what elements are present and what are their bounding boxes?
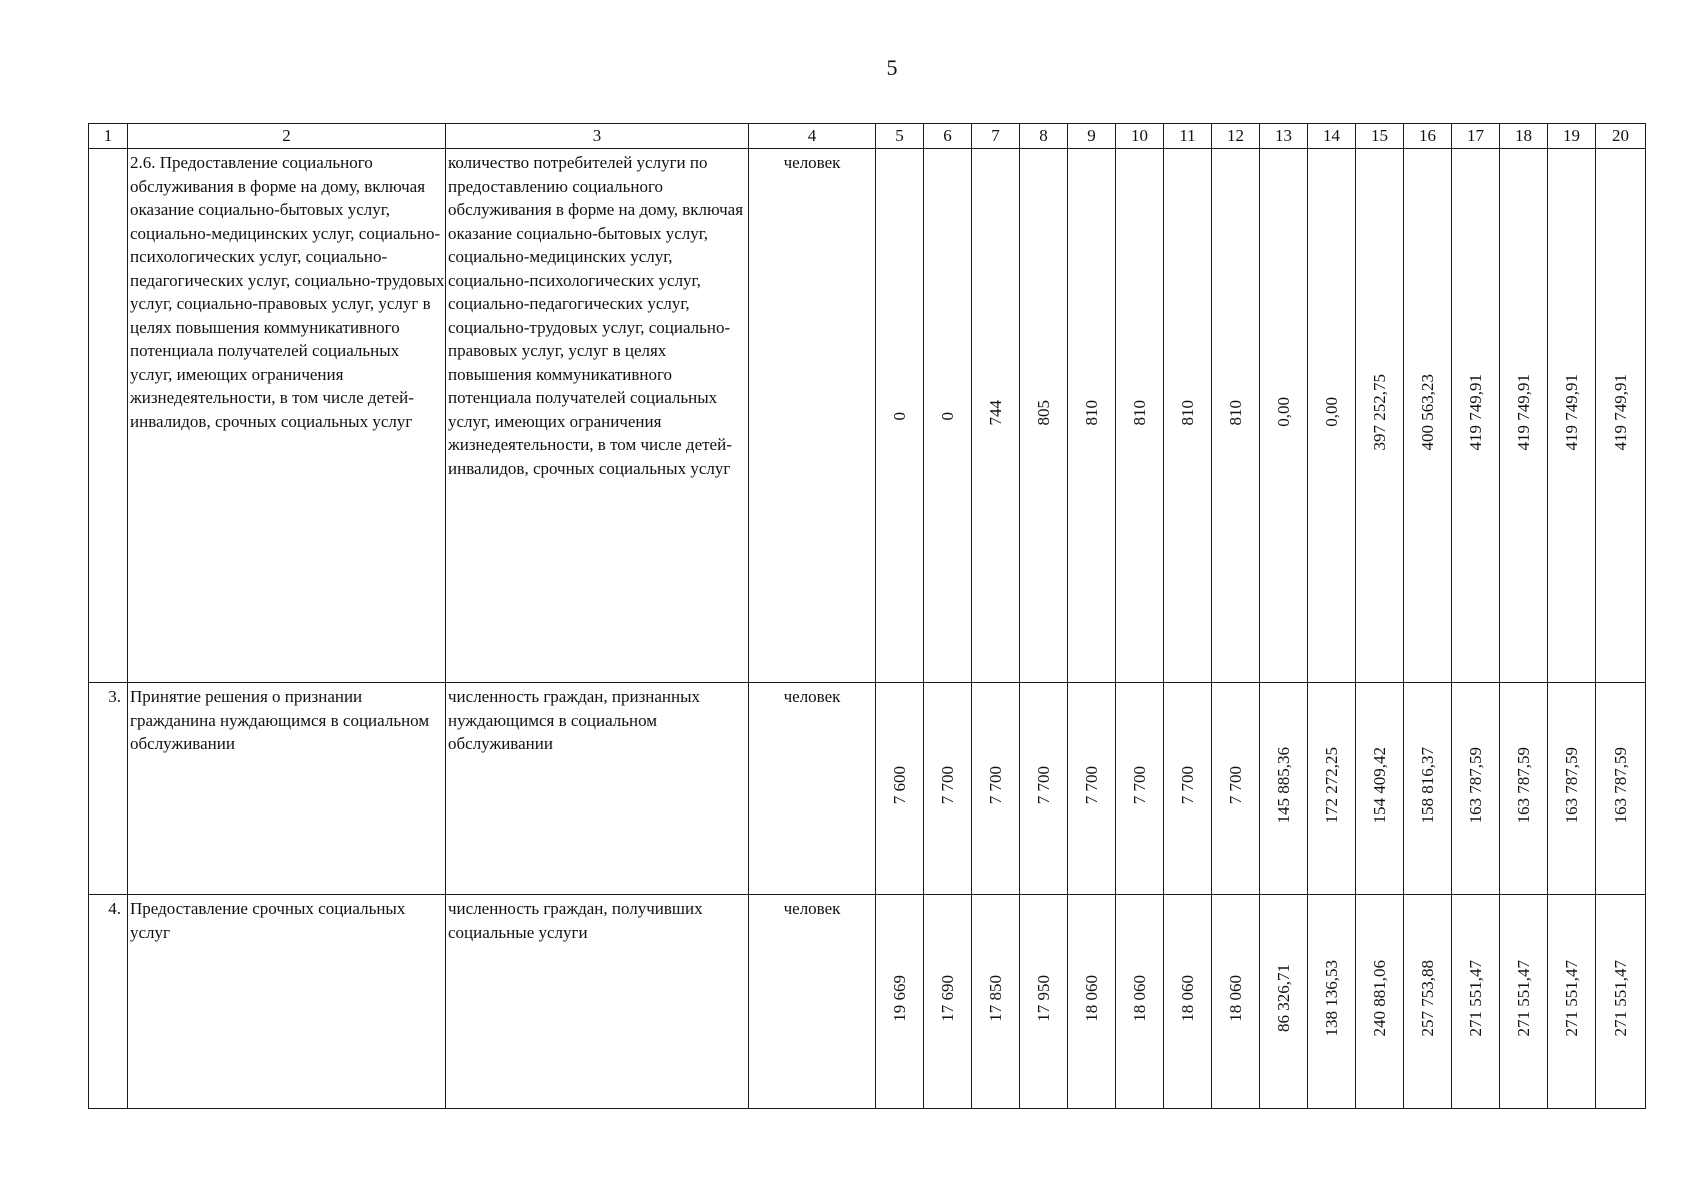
value-cell bbox=[972, 895, 1020, 1109]
value-cell bbox=[1308, 895, 1356, 1109]
header-cell: 3 bbox=[446, 124, 749, 149]
header-cell: 19 bbox=[1548, 124, 1596, 149]
value-text: 810 bbox=[1225, 399, 1245, 425]
header-cell: 12 bbox=[1212, 124, 1260, 149]
value-text: 86 326,71 bbox=[1273, 964, 1293, 1033]
value-cell bbox=[1212, 683, 1260, 895]
value-cell bbox=[876, 683, 924, 895]
value-text: 18 060 bbox=[1177, 974, 1197, 1022]
value-text: 810 bbox=[1081, 399, 1101, 425]
value-text: 271 551,47 bbox=[1561, 960, 1581, 1037]
value-text: 7 700 bbox=[937, 766, 957, 805]
value-cell bbox=[1548, 683, 1596, 895]
value-cell bbox=[1116, 683, 1164, 895]
value-cell bbox=[1356, 683, 1404, 895]
value-cell bbox=[876, 149, 924, 683]
value-text: 7 700 bbox=[985, 766, 1005, 805]
value-text: 158 816,37 bbox=[1417, 747, 1437, 824]
value-text: 271 551,47 bbox=[1610, 960, 1630, 1037]
value-cell bbox=[1260, 895, 1308, 1109]
value-cell bbox=[1452, 149, 1500, 683]
value-text: 7 700 bbox=[1225, 766, 1245, 805]
value-text: 18 060 bbox=[1081, 974, 1101, 1022]
value-cell bbox=[1212, 895, 1260, 1109]
value-cell bbox=[1068, 895, 1116, 1109]
header-cell: 17 bbox=[1452, 124, 1500, 149]
value-text: 172 272,25 bbox=[1321, 747, 1341, 824]
indicator-name: количество потребителей услуги по предоставлению социального обслуживания в форме на дому, включая оказание социально-бытовых услуг, социально-медицинских услуг, социально-психологических услуг, социально-педагогических услуг, социально-трудовых услуг, социально-правовых услуг, услуг в целях повышения коммуникативного потенциала получателей социальных услуг, имеющих ограничения жизнедеятельности, в том числе детей-инвалидов, срочных социальных услуг bbox=[446, 149, 749, 683]
header-cell: 7 bbox=[972, 124, 1020, 149]
header-cell: 13 bbox=[1260, 124, 1308, 149]
header-cell: 9 bbox=[1068, 124, 1116, 149]
value-text: 397 252,75 bbox=[1369, 374, 1389, 451]
value-cell bbox=[1164, 149, 1212, 683]
header-cell: 1 bbox=[89, 124, 128, 149]
value-cell bbox=[1356, 895, 1404, 1109]
value-cell bbox=[1452, 895, 1500, 1109]
value-cell bbox=[1116, 895, 1164, 1109]
header-cell: 18 bbox=[1500, 124, 1548, 149]
value-cell bbox=[1596, 895, 1646, 1109]
value-text: 7 700 bbox=[1177, 766, 1197, 805]
service-name: Предоставление срочных социальных услуг bbox=[128, 895, 446, 1109]
header-cell: 16 bbox=[1404, 124, 1452, 149]
value-cell bbox=[924, 149, 972, 683]
indicator-name: численность граждан, получивших социальные услуги bbox=[446, 895, 749, 1109]
header-cell: 5 bbox=[876, 124, 924, 149]
value-cell bbox=[1308, 149, 1356, 683]
value-cell bbox=[1548, 149, 1596, 683]
table-row bbox=[89, 149, 1646, 683]
value-text: 19 669 bbox=[889, 974, 909, 1022]
value-text: 419 749,91 bbox=[1513, 374, 1533, 451]
value-text: 145 885,36 bbox=[1273, 747, 1293, 824]
header-cell: 6 bbox=[924, 124, 972, 149]
header-cell: 14 bbox=[1308, 124, 1356, 149]
service-name: 2.6. Предоставление социального обслуживания в форме на дому, включая оказание социально-бытовых услуг, социально-медицинских услуг, социально-психологических услуг, социально-педагогических услуг, социально-трудовых услуг, социально-правовых услуг, услуг в целях повышения коммуникативного потенциала получателей социальных услуг, имеющих ограничения жизнедеятельности, в том числе детей-инвалидов, срочных социальных услуг bbox=[128, 149, 446, 683]
value-cell bbox=[1596, 683, 1646, 895]
value-text: 257 753,88 bbox=[1417, 960, 1437, 1037]
value-text: 419 749,91 bbox=[1610, 374, 1630, 451]
row-number bbox=[89, 149, 128, 683]
value-cell bbox=[876, 895, 924, 1109]
header-cell: 15 bbox=[1356, 124, 1404, 149]
value-cell bbox=[1164, 683, 1212, 895]
value-cell bbox=[1452, 683, 1500, 895]
value-cell bbox=[1164, 895, 1212, 1109]
value-text: 805 bbox=[1033, 399, 1053, 425]
value-cell bbox=[1500, 895, 1548, 1109]
value-cell bbox=[1500, 149, 1548, 683]
header-cell: 11 bbox=[1164, 124, 1212, 149]
value-cell bbox=[1260, 683, 1308, 895]
value-cell bbox=[924, 895, 972, 1109]
value-text: 154 409,42 bbox=[1369, 747, 1389, 824]
unit-of-measure: человек bbox=[749, 149, 876, 683]
header-cell: 2 bbox=[128, 124, 446, 149]
value-cell bbox=[1500, 683, 1548, 895]
value-cell bbox=[1116, 149, 1164, 683]
value-text: 810 bbox=[1177, 399, 1197, 425]
value-text: 7 700 bbox=[1081, 766, 1101, 805]
value-cell bbox=[1068, 149, 1116, 683]
value-cell bbox=[1260, 149, 1308, 683]
value-text: 17 690 bbox=[937, 974, 957, 1022]
value-text: 744 bbox=[985, 399, 1005, 425]
value-text: 419 749,91 bbox=[1561, 374, 1581, 451]
value-text: 163 787,59 bbox=[1513, 747, 1533, 824]
header-cell: 10 bbox=[1116, 124, 1164, 149]
table-row bbox=[89, 895, 1646, 1109]
unit-of-measure: человек bbox=[749, 683, 876, 895]
value-text: 240 881,06 bbox=[1369, 960, 1389, 1037]
value-cell bbox=[1212, 149, 1260, 683]
value-text: 0 bbox=[937, 412, 957, 421]
value-cell bbox=[1404, 895, 1452, 1109]
header-row bbox=[89, 124, 1646, 149]
value-text: 17 850 bbox=[985, 974, 1005, 1022]
table-row bbox=[89, 683, 1646, 895]
row-number: 3. bbox=[89, 683, 128, 895]
value-cell bbox=[1020, 683, 1068, 895]
value-text: 271 551,47 bbox=[1465, 960, 1485, 1037]
header-cell: 8 bbox=[1020, 124, 1068, 149]
value-cell bbox=[1548, 895, 1596, 1109]
value-text: 7 700 bbox=[1129, 766, 1149, 805]
value-text: 400 563,23 bbox=[1417, 374, 1437, 451]
value-text: 163 787,59 bbox=[1465, 747, 1485, 824]
value-cell bbox=[972, 149, 1020, 683]
unit-of-measure: человек bbox=[749, 895, 876, 1109]
value-text: 163 787,59 bbox=[1610, 747, 1630, 824]
value-text: 0 bbox=[889, 412, 909, 421]
value-text: 18 060 bbox=[1129, 974, 1149, 1022]
value-cell bbox=[1020, 149, 1068, 683]
value-cell bbox=[1020, 895, 1068, 1109]
value-text: 810 bbox=[1129, 399, 1149, 425]
row-number: 4. bbox=[89, 895, 128, 1109]
value-text: 17 950 bbox=[1033, 974, 1053, 1022]
value-text: 271 551,47 bbox=[1513, 960, 1533, 1037]
value-text: 18 060 bbox=[1225, 974, 1245, 1022]
header-cell: 20 bbox=[1596, 124, 1646, 149]
value-text: 138 136,53 bbox=[1321, 960, 1341, 1037]
indicator-name: численность граждан, признанных нуждающимся в социальном обслуживании bbox=[446, 683, 749, 895]
services-table bbox=[88, 123, 1646, 1109]
value-text: 0,00 bbox=[1273, 397, 1293, 428]
value-cell bbox=[1404, 149, 1452, 683]
value-cell bbox=[1596, 149, 1646, 683]
value-cell bbox=[972, 683, 1020, 895]
value-text: 419 749,91 bbox=[1465, 374, 1485, 451]
header-cell: 4 bbox=[749, 124, 876, 149]
value-text: 7 600 bbox=[889, 766, 909, 805]
page-number: 5 bbox=[886, 55, 898, 80]
value-cell bbox=[1356, 149, 1404, 683]
service-name: Принятие решения о признании гражданина нуждающимся в социальном обслуживании bbox=[128, 683, 446, 895]
value-cell bbox=[1308, 683, 1356, 895]
value-text: 163 787,59 bbox=[1561, 747, 1581, 824]
value-text: 0,00 bbox=[1321, 397, 1341, 428]
value-text: 7 700 bbox=[1033, 766, 1053, 805]
value-cell bbox=[924, 683, 972, 895]
value-cell bbox=[1068, 683, 1116, 895]
value-cell bbox=[1404, 683, 1452, 895]
